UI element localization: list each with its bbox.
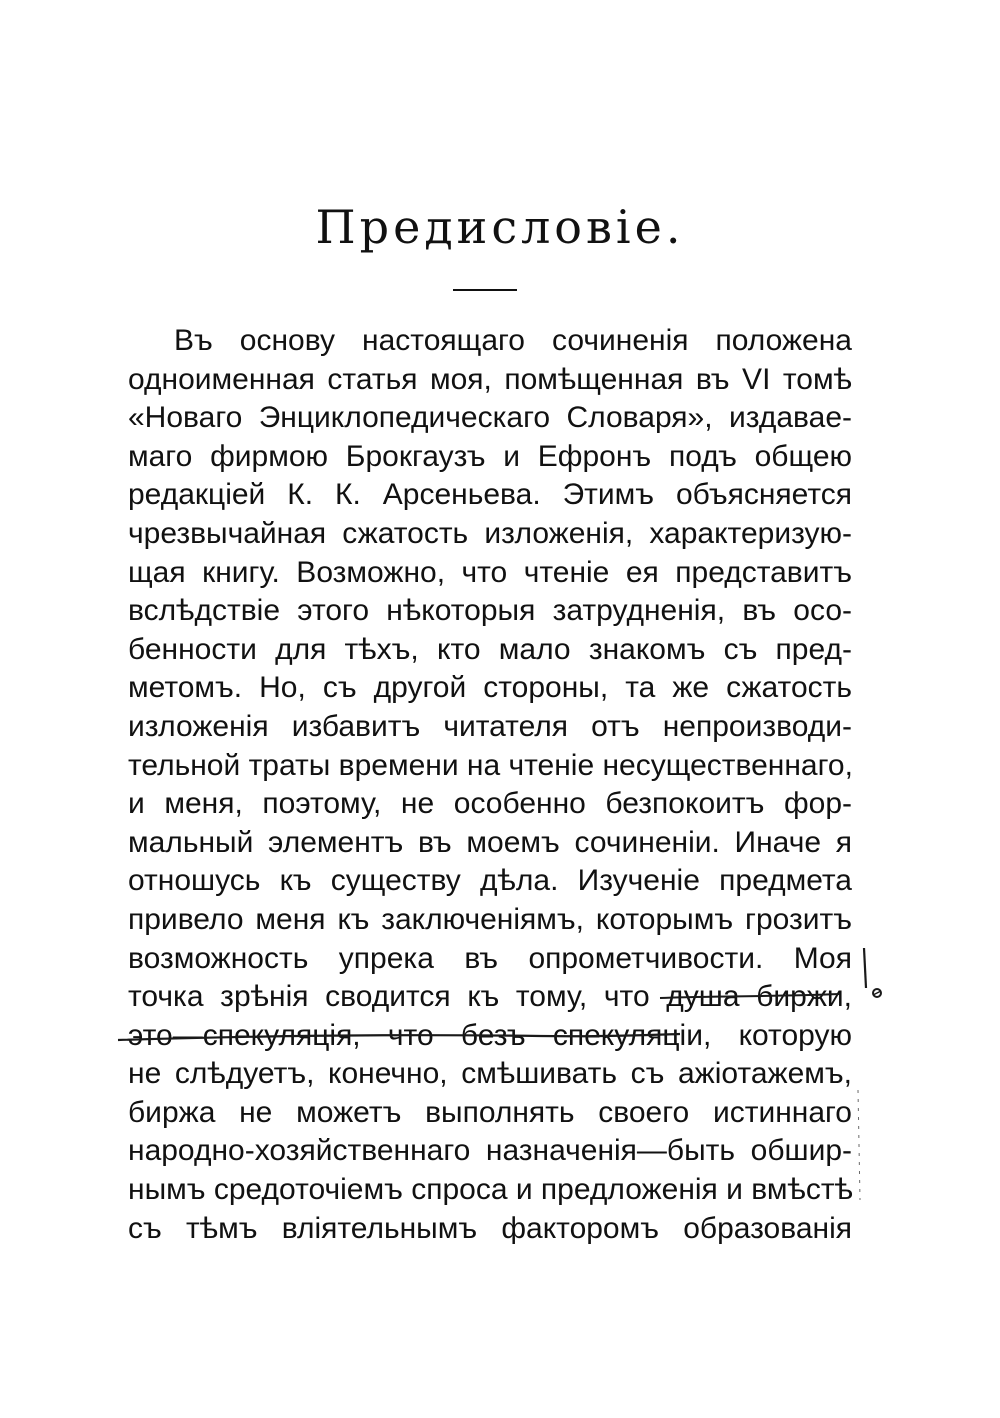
text-line: народно-хозяйственнаго назначенія—быть обшир- [128, 1134, 852, 1168]
text-line: съ тѣмъ вліятельнымъ факторомъ образованія [128, 1211, 852, 1245]
text-line: редакціей К. К. Арсеньева. Этимъ объясняется [128, 478, 852, 512]
text-line: и меня, поэтому, не особенно безпокоитъ фор- [128, 787, 852, 821]
text-line: отношусь къ существу дѣла. Изученіе предмета [128, 864, 852, 898]
text-line: это—спекуляція, что безъ спекуляціи, которую [128, 1018, 852, 1052]
title-divider [453, 289, 517, 291]
text-line: изложенія избавитъ читателя отъ непроизводи- [128, 709, 852, 743]
text-line: чрезвычайная сжатость изложенія, характеризую- [128, 516, 852, 550]
text-line: одноименная статья моя, помѣщенная въ VI томѣ [128, 362, 852, 396]
text-line: тельной траты времени на чтеніе несущественнаго, [128, 748, 853, 782]
text-line: привело меня къ заключеніямъ, которымъ грозитъ [128, 902, 852, 936]
text-line: вслѣдствіе этого нѣкоторыя затрудненія, въ осо- [128, 594, 852, 628]
text-line: маго фирмою Брокгаузъ и Ефронъ подъ общею [128, 439, 852, 473]
text-line: щая книгу. Возможно, что чтеніе ея представитъ [128, 555, 852, 589]
margin-bar [858, 1090, 860, 1200]
text-line: возможность упрека въ опрометчивости. Моя [128, 941, 852, 975]
text-line: точка зрѣнія сводится къ тому, что душа биржи, [128, 980, 852, 1014]
margin-tick [873, 991, 881, 995]
text-line: биржа не можетъ выполнять своего истиннаго [128, 1095, 852, 1129]
margin-dot [873, 989, 881, 997]
margin-bar [864, 948, 866, 988]
text-line: Въ основу настоящаго сочиненія положена [174, 324, 852, 357]
preface-paragraph [128, 322, 852, 1248]
text-line: «Новаго Энциклопедическаго Словаря», издавае- [128, 401, 852, 435]
page-title: Предисловіе. [315, 200, 685, 254]
text-line: метомъ. Но, съ другой стороны, та же сжатость [128, 671, 852, 705]
text-line: не слѣдуетъ, конечно, смѣшивать съ ажіотажемъ, [128, 1057, 852, 1091]
text-line: бенности для тѣхъ, кто мало знакомъ съ пред- [128, 632, 852, 666]
text-line: мальный элементъ въ моемъ сочиненіи. Иначе я [128, 825, 852, 859]
text-line: нымъ средоточіемъ спроса и предложенія и вмѣстѣ [128, 1173, 853, 1207]
